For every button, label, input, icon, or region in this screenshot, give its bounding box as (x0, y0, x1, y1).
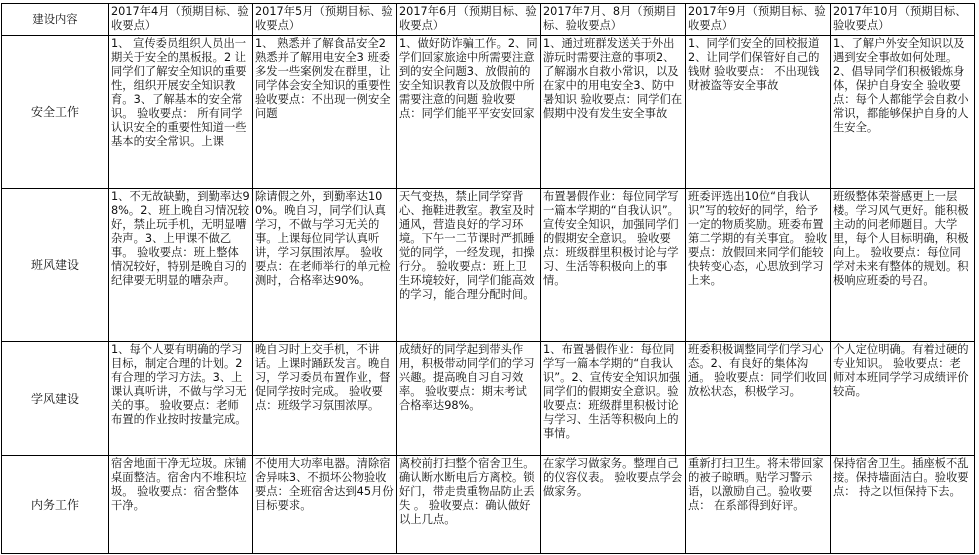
table-cell: 晚自习时上交手机，不讲话。上课时踊跃发言。晚自习，学习委员布置作业，督促同学按时完成。 验收要点：班级学习氛围浓厚。 (253, 342, 397, 456)
construction-plan-table (1, 3, 975, 554)
table-cell: 不使用大功率电器。清除宿舍异味3、不损坏公物验收要点：全班宿舍达到45月份目标要求。 (253, 456, 397, 554)
table-cell: 成绩好的同学起到带头作用，积极带动同学们的学习兴趣。提高晚自习自习效率。 验收要点：期末考试合格率达98%。 (397, 342, 541, 456)
table-cell: 1、通过班群发送关于外出游玩时需要注意的事项2、了解溺水自救小常识，以及在家中的用电安全3、防中暑知识 验收要点：同学们在假期中没有发生安全事故 (541, 36, 686, 189)
table-cell: 在家学习做家务。整理自己的仪容仪表。 验收要点学会做家务。 (541, 456, 686, 554)
header-construction-content: 建设内容 (2, 4, 109, 36)
table-cell: 1、 熟悉并了解食品安全2 熟悉并了解用电安全3 班委多发一些案例发在群里，让同学体会安全知识的重要性 验收要点：不出现一例安全问题 (253, 36, 397, 189)
table-cell: 1、同学们安全的回校报道2、让同学们保管好自己的钱财 验收要点： 不出现钱财被盗等安全事故 (686, 36, 831, 189)
header-2017-june: 2017年6月（预期目标、验收要点） (397, 4, 541, 36)
row-label-class-style: 班风建设 (2, 189, 109, 342)
header-2017-october: 2017年10月（预期目标、验收要点） (831, 4, 975, 36)
table-row-housekeeping (2, 456, 975, 554)
table-row-class-style (2, 189, 975, 342)
row-label-housekeeping: 内务工作 (2, 456, 109, 554)
table-cell: 1、不无故缺勤，到勤率达98%。2、班上晚自习情况较好，禁止玩手机，无明显嘈杂声。3、上甲课不做乙事。 验收要点：班上整体情况较好，特别是晚自习的纪律要无明显的嘈杂声。 (109, 189, 253, 342)
table-cell: 1、布置暑假作业：每位同学写一篇本学期的“自我认识”。2、宣传安全知识加强同学们的假期安全意识。验收要点：班级群里积极讨论与学习、生活等积极向上的事情。 (541, 342, 686, 456)
header-2017-april: 2017年4月（预期目标、验收要点） (109, 4, 253, 36)
table-body (2, 36, 975, 554)
table-header (2, 4, 975, 36)
header-2017-july-august: 2017年7月、8月（预期目标、验收要点） (541, 4, 686, 36)
table-cell: 离校前打扫整个宿舍卫生。确认断水断电后方离校。锁好门，带走贵重物品防止丢失 。 验收要点：确认做好以上几点。 (397, 456, 541, 554)
header-row (2, 4, 975, 36)
table-cell: 1、每个人要有明确的学习目标，制定合理的计划。2 有合理的学习方法。3、上课认真听讲，不做与学习无关的事。 验收要点：老师布置的作业按时按量完成。 (109, 342, 253, 456)
table-cell: 班委积极调整同学们学习心态。2、有良好的集体沟通。 验收要点：同学们收回放松状态，积极学习。 (686, 342, 831, 456)
table-cell: 重新打扫卫生。将未带回家的被子晾晒。贴学习警示语，以激励自己。验收要点： 在系部得到好评。 (686, 456, 831, 554)
table-cell: 除请假之外，到勤率达100%。晚自习，同学们认真学习，不做与学习无关的事。上课每位同学认真听讲，学习氛围浓厚。 验收要点：在老师举行的单元检测时，合格率达90%。 (253, 189, 397, 342)
header-2017-may: 2017年5月（预期目标、验收要点） (253, 4, 397, 36)
table-cell: 布置暑假作业：每位同学写一篇本学期的“自我认识”。宣传安全知识，加强同学们的假期安全意识。 验收要点：班级群里积极讨论与学习、生活等积极向上的事情。 (541, 189, 686, 342)
table-row-study-style (2, 342, 975, 456)
table-cell: 个人定位明确。有着过硬的专业知识。 验收要点：老师对本班同学学习成绩评价较高。 (831, 342, 975, 456)
table-cell: 班委评选出10位“自我认识”写的较好的同学，给予一定的物质奖励。班委布置第二学期的有关事宜。 验收要点：放假回来同学们能较快转变心态，心思放到学习上来。 (686, 189, 831, 342)
row-label-study-style: 学风建设 (2, 342, 109, 456)
table-cell: 1、了解户外安全知识以及遇到安全事故如何处理。2、倡导同学们积极锻炼身体，保护自身安全 验收要点：每个人都能学会自救小常识，都能够保护自身的人生安全。 (831, 36, 975, 189)
row-label-safety: 安全工作 (2, 36, 109, 189)
table-cell: 1、做好防诈骗工作。2、同学们回家旅途中所需要注意到的安全问题3、放假前的安全知识教育以及放假中所需要注意的问题 验收要点：同学们能平平安安回家 (397, 36, 541, 189)
table-row-safety (2, 36, 975, 189)
header-2017-september: 2017年9月（预期目标、验收要点） (686, 4, 831, 36)
table-cell: 保持宿舍卫生。插座板不乱接。保持墙面洁白。验收要点： 持之以恒保持下去。 (831, 456, 975, 554)
table-cell: 班级整体荣誉感更上一层楼。学习风气更好。能积极主动的问老师题目。大学里，每个人目标明确，积极向上。 验收要点：每位同学对未来有整体的规划。积极响应班委的号召。 (831, 189, 975, 342)
table-cell: 宿舍地面干净无垃圾。床铺桌面整洁。宿舍内不堆积垃圾。 验收要点：宿舍整体干净。 (109, 456, 253, 554)
table-cell: 天气变热，禁止同学穿背心、拖鞋进教室。教室及时通风，营造良好的学习环境。下午一二节课时严抓睡觉的同学，一经发现，扣操行分。 验收要点：班上卫生环境较好，同学们能高效的学习，能合理分配时间。 (397, 189, 541, 342)
table-cell: 1、 宣传委员组织人员出一期关于安全的黑板报。2 让同学们了解安全知识的重要性，组织开展安全知识教育。3、了解基本的安全常识。 验收要点： 所有同学认识安全的重要性知道一些基本的安全常识。上课 (109, 36, 253, 189)
